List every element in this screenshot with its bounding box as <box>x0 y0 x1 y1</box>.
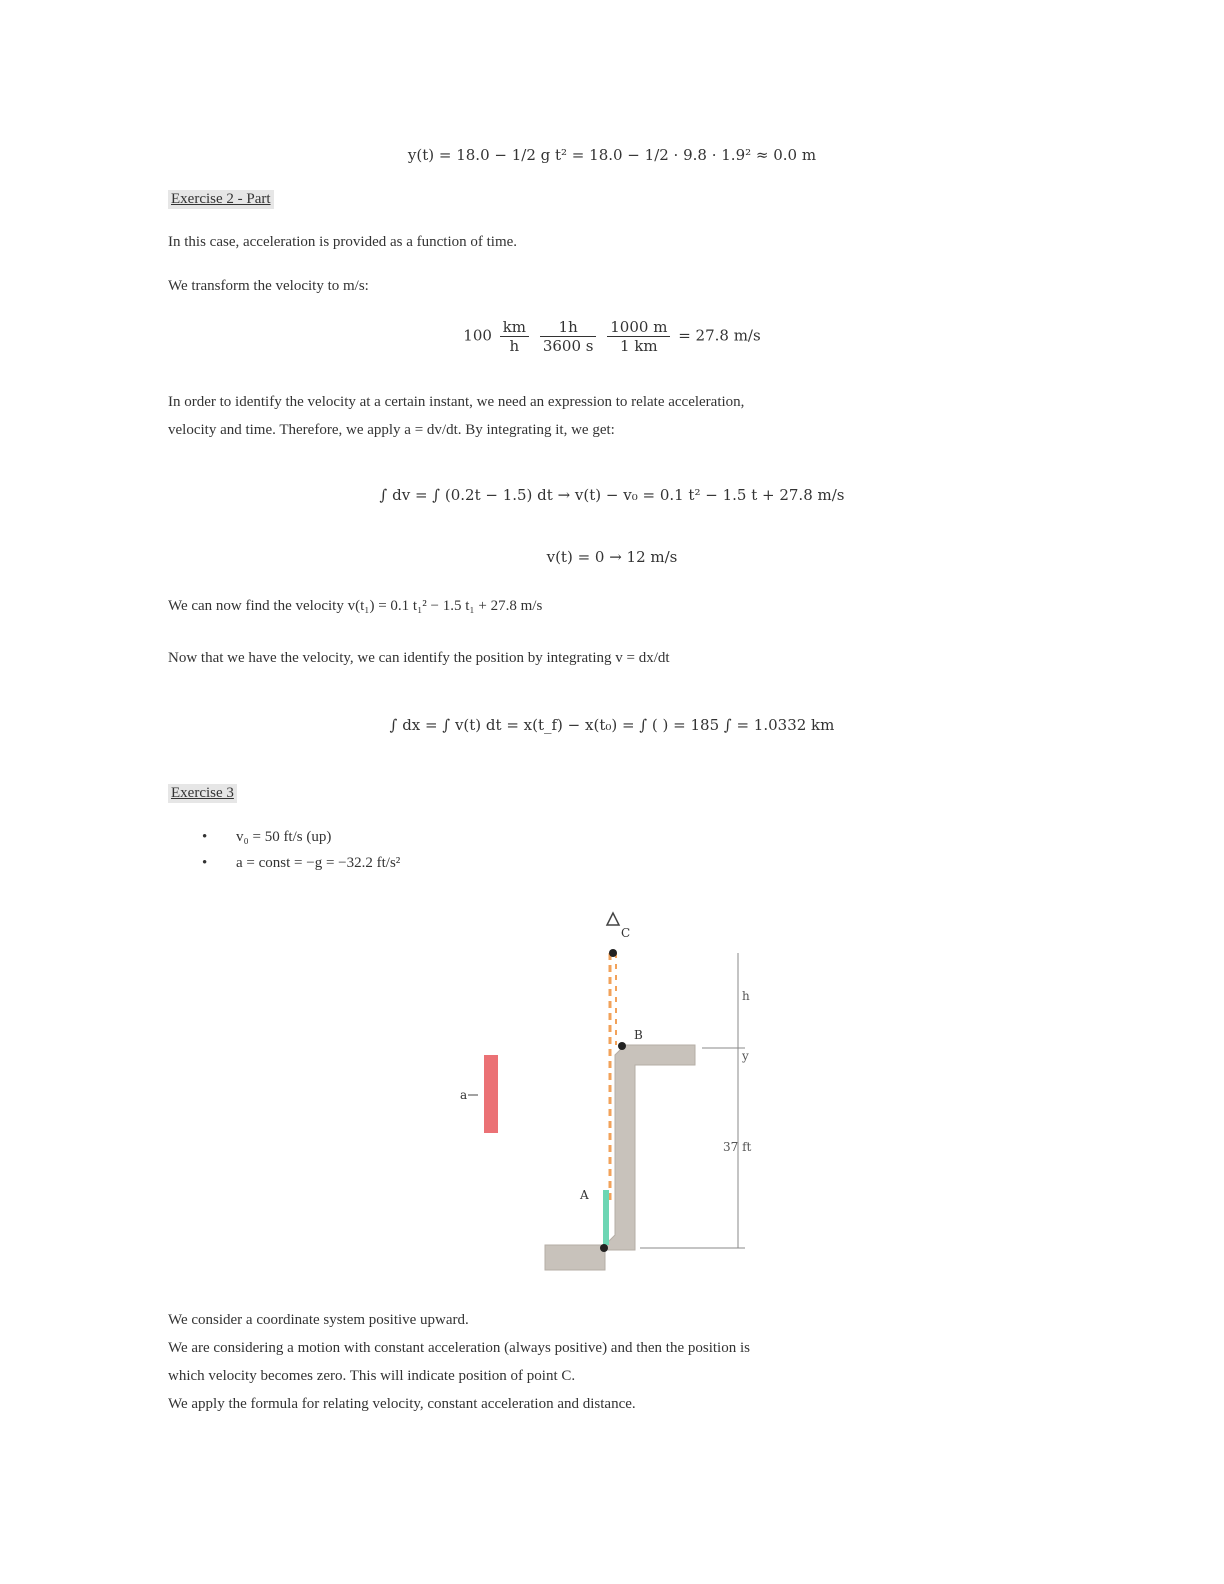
equation-velocity-zero: v(t) = 0 → 12 m/s <box>546 548 678 566</box>
fraction-numerator: 1000 m <box>607 318 670 337</box>
section-heading-exercise-2: Exercise 2 - Part <box>168 190 274 209</box>
paragraph-line: In order to identify the velocity at a certain instant, we need an expression to relate acceleration, <box>168 394 745 410</box>
closing-line: which velocity becomes zero. This will indicate position of point C. <box>168 1368 576 1384</box>
equation-velocity-integral: ∫ dv = ∫ (0.2t − 1.5) dt → v(t) − v₀ = 0.1 t² − 1.5 t + 27.8 m/s <box>379 486 845 504</box>
motion-diagram-svg <box>440 905 780 1285</box>
motion-diagram <box>440 905 780 1285</box>
equation-unit-conversion <box>0 318 1224 355</box>
fraction-numerator: 1h <box>540 318 597 337</box>
paragraph-velocity-relation <box>168 388 1048 444</box>
conversion-value: 100 <box>463 326 492 345</box>
label-point-c: C <box>621 926 631 940</box>
fraction-m-per-km <box>607 318 670 355</box>
list-item: • v₀ = 50 ft/s (up) <box>198 824 400 850</box>
closing-line: We are considering a motion with constant acceleration (always positive) and then the position is <box>168 1340 750 1356</box>
equation-position-final: y(t) = 18.0 − 1/2 g t² = 18.0 − 1/2 · 9.8 · 1.9² ≈ 0.0 m <box>407 146 817 164</box>
up-arrow-icon <box>607 913 619 925</box>
closing-line: We consider a coordinate system positive upward. <box>168 1312 469 1328</box>
label-height-top: h <box>742 989 750 1003</box>
closing-line: We apply the formula for relating velocity, constant acceleration and distance. <box>168 1396 636 1412</box>
point-c <box>609 949 617 957</box>
fraction-h-per-s <box>540 318 597 355</box>
paragraph-position-intro: Now that we have the velocity, we can identify the position by integrating v = dx/dt <box>168 650 670 666</box>
paragraph-line: velocity and time. Therefore, we apply a = dv/dt. By integrating it, we get: <box>168 422 615 438</box>
given-list <box>198 824 400 876</box>
fraction-denominator: 3600 s <box>542 337 594 355</box>
label-point-a: A <box>580 1188 589 1202</box>
point-a <box>600 1244 608 1252</box>
fraction-numerator: km <box>500 318 529 337</box>
paragraph-velocity-found: We can now find the velocity v(t₁) = 0.1 t₁² − 1.5 t₁ + 27.8 m/s <box>168 598 543 614</box>
point-b <box>618 1042 626 1050</box>
list-item: • a = const = −g = −32.2 ft/s² <box>198 850 400 876</box>
label-point-b: B <box>634 1028 643 1042</box>
conversion-result: = 27.8 m/s <box>678 326 761 345</box>
label-height-bottom: 37 ft <box>723 1140 752 1154</box>
fraction-denominator: h <box>509 337 520 355</box>
equation-position-integral: ∫ dx = ∫ v(t) dt = x(t_f) − x(t₀) = ∫ ( ) = 185 ∫ = 1.0332 km <box>389 716 835 734</box>
paragraph-velocity-transform: We transform the velocity to m/s: <box>168 278 369 294</box>
cliff-shape <box>545 1045 695 1270</box>
label-y-axis: y <box>742 1049 749 1063</box>
label-acceleration: a <box>460 1088 468 1102</box>
paragraph-acceleration-intro: In this case, acceleration is provided as a function of time. <box>168 234 518 250</box>
fraction-km-per-h <box>500 318 529 355</box>
fraction-denominator: 1 km <box>620 337 658 355</box>
acceleration-bar <box>484 1055 498 1133</box>
section-heading-exercise-3: Exercise 3 <box>168 784 237 803</box>
closing-text <box>168 1306 1048 1418</box>
